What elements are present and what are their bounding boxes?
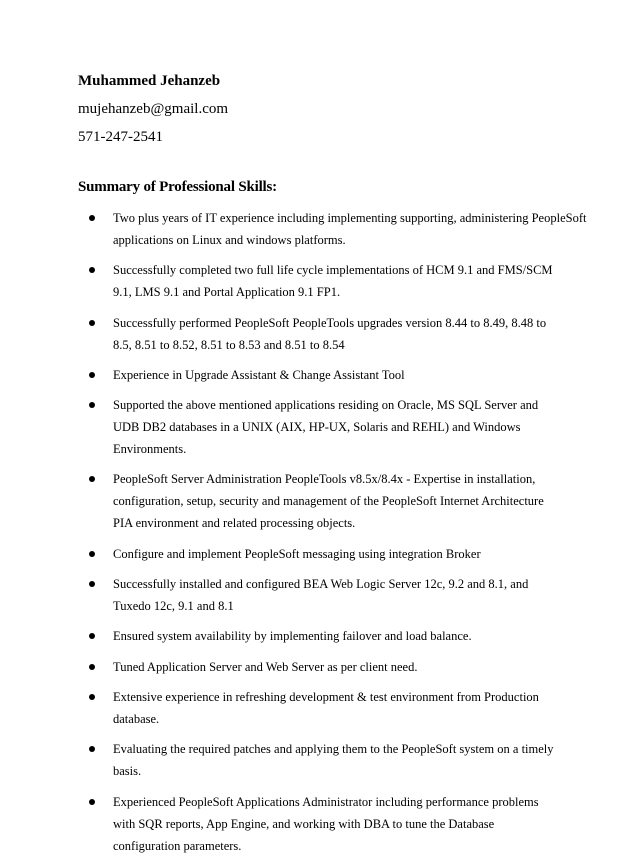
bullet-icon (89, 581, 95, 587)
phone-number: 571-247-2541 (78, 129, 163, 145)
skill-text-line: with SQR reports, App Engine, and working with DBA to tune the Database (113, 816, 495, 831)
skill-text-line: Configure and implement PeopleSoft messaging using integration Broker (113, 546, 481, 561)
email-address: mujehanzeb@gmail.com (78, 101, 229, 117)
skill-text-line: UDB DB2 databases in a UNIX (AIX, HP-UX, Solaris and REHL) and Windows (113, 420, 521, 435)
skill-text-line: Successfully completed two full life cycle implementations of HCM 9.1 and FMS/SCM (113, 263, 553, 278)
bullet-icon (89, 320, 95, 326)
bullet-icon (89, 267, 95, 273)
skill-text-line: Successfully installed and configured BEA Web Logic Server 12c, 9.2 and 8.1, and (113, 577, 529, 592)
skill-text-line: Environments. (113, 442, 187, 457)
bullet-icon (89, 402, 95, 408)
skill-item (0, 543, 638, 565)
skill-item (0, 625, 638, 647)
skill-item (0, 259, 638, 303)
skill-text-line: Ensured system availability by implementing failover and load balance. (113, 629, 472, 644)
skill-item (0, 573, 638, 617)
section-heading: Summary of Professional Skills: (78, 179, 277, 195)
bullet-icon (89, 664, 95, 670)
skill-item (0, 312, 638, 356)
bullet-icon (89, 633, 95, 639)
skill-text-line: Experienced PeopleSoft Applications Administrator including performance problems (113, 794, 539, 809)
skill-text-line: database. (113, 711, 160, 726)
skill-text-line: Tuned Application Server and Web Server as per client need. (113, 659, 418, 674)
bullet-icon (89, 476, 95, 482)
skill-text-line: PIA environment and related processing objects. (113, 516, 356, 531)
bullet-icon (89, 372, 95, 378)
skill-item (0, 656, 638, 678)
bullet-icon (89, 551, 95, 557)
skill-text-line: Extensive experience in refreshing development & test environment from Production (113, 689, 539, 704)
skill-text-line: applications on Linux and windows platforms. (113, 233, 346, 247)
skill-text-line: Supported the above mentioned applications residing on Oracle, MS SQL Server and (113, 398, 539, 413)
skill-text-line: Two plus years of IT experience including implementing supporting, administering PeopleSoft (113, 211, 587, 225)
skill-item (0, 686, 638, 730)
skill-text-line: Tuxedo 12c, 9.1 and 8.1 (113, 599, 234, 614)
skill-text-line: Experience in Upgrade Assistant & Change Assistant Tool (113, 367, 405, 382)
skill-text-line: 9.1, LMS 9.1 and Portal Application 9.1 FP1. (113, 285, 341, 300)
skill-text-line: Evaluating the required patches and applying them to the PeopleSoft system on a timely (113, 742, 554, 757)
skill-text-line: configuration parameters. (113, 838, 242, 853)
skill-text-line: configuration, setup, security and management of the PeopleSoft Internet Architecture (113, 494, 544, 509)
skill-text-line: Successfully performed PeopleSoft PeopleTools upgrades version 8.44 to 8.49, 8.48 to (113, 315, 547, 330)
skills-list (0, 207, 638, 865)
bullet-icon (89, 746, 95, 752)
skill-text-line: PeopleSoft Server Administration PeopleTools v8.5x/8.4x - Expertise in installation, (113, 472, 536, 487)
skill-item (0, 364, 638, 386)
skill-item (0, 394, 638, 460)
bullet-icon (89, 694, 95, 700)
skill-item (0, 207, 638, 251)
bullet-icon (89, 799, 95, 805)
skill-text-line: basis. (113, 764, 142, 779)
skill-text-line: 8.5, 8.51 to 8.52, 8.51 to 8.53 and 8.51 to 8.54 (113, 337, 345, 352)
skill-item (0, 738, 638, 782)
candidate-name: Muhammed Jehanzeb (78, 73, 221, 89)
skill-item (0, 468, 638, 534)
bullet-icon (89, 215, 95, 221)
skill-item (0, 791, 638, 857)
